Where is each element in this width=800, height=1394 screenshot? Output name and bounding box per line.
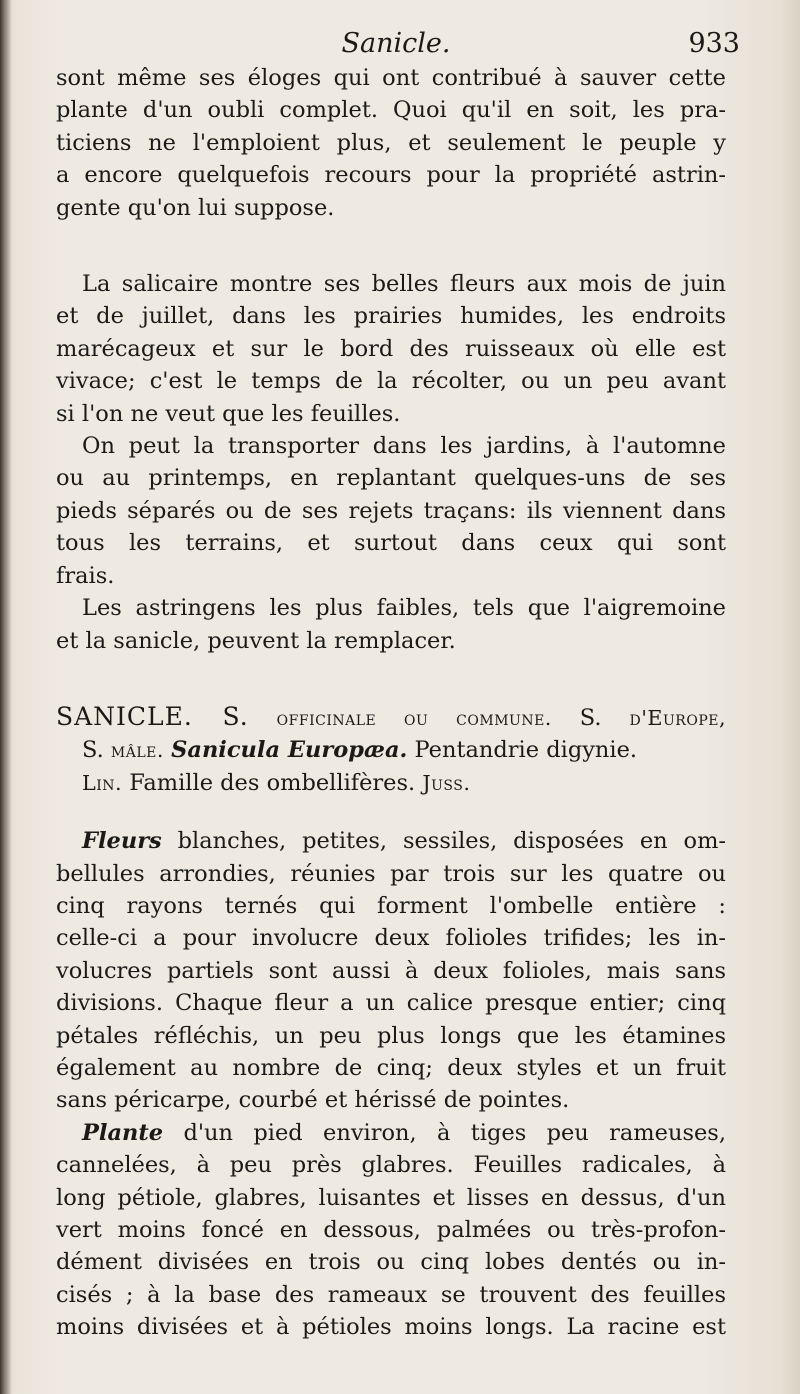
running-head [56, 24, 740, 64]
family: Famille des ombellifères. [129, 769, 416, 796]
text-line: sont même ses éloges qui ont contribué à sauver cette [56, 65, 726, 91]
fleurs-paragraph [56, 825, 726, 1117]
body-text [56, 62, 726, 1344]
entry-line-2 [56, 734, 726, 766]
entry-synonym: mâle. [110, 738, 164, 763]
entry-line-3 [56, 767, 726, 799]
entry-abbrev: S. [579, 704, 602, 731]
text-line: pieds séparés ou de ses rejets traçans: ils viennent dans [56, 497, 726, 524]
text-line: sans péricarpe, courbé et hérissé de pointes. [56, 1087, 570, 1114]
text-line: et de juillet, dans les prairies humides, les endroits [56, 303, 726, 330]
author-abbrev: Lin. [82, 770, 123, 795]
text-line: plante d'un oubli complet. Quoi qu'il en soit, les pra- [56, 97, 726, 124]
text-line: si l'on ne veut que les feuilles. [56, 400, 401, 427]
paragraph-4 [56, 592, 726, 657]
text-line: frais. [56, 562, 115, 589]
text-line [56, 825, 726, 857]
paragraph-1 [56, 62, 726, 224]
text-line: vivace; c'est le temps de la récolter, ou un peu avant [56, 368, 726, 395]
text-line: ou au printemps, en replantant quelques-uns de ses [56, 465, 726, 492]
text-line [56, 1117, 726, 1149]
binding-shadow [0, 0, 12, 1394]
running-title: Sanicle. [341, 28, 451, 59]
text-line: moins divisées et à pétioles moins longs. La racine est [56, 1314, 726, 1341]
text-line: également au nombre de cinq; deux styles et un fruit [56, 1054, 726, 1081]
text-line: volucres partiels sont aussi à deux folioles, mais sans [56, 957, 726, 984]
text-line: Les astringens les plus faibles, tels que l'aigremoine [82, 595, 726, 622]
paragraph-3 [56, 430, 726, 592]
text-line: On peut la transporter dans les jardins, à l'automne [82, 433, 726, 460]
author-abbrev: Juss. [422, 770, 471, 795]
entry-synonym: d'Europe, [629, 705, 727, 730]
text-line: vert moins foncé en dessous, palmées ou très-profon- [56, 1217, 726, 1243]
text-line: divisions. Chaque fleur a un calice presque entier; cinq [56, 990, 726, 1017]
latin-name: Sanicula Europæa. [171, 737, 408, 764]
text-line: cinq rayons ternés qui forment l'ombelle entière : [56, 892, 726, 919]
text-line: long pétiole, glabres, luisantes et lisses en dessus, d'un [56, 1184, 726, 1211]
text-line: gente qu'on lui suppose. [56, 194, 335, 221]
text-line: dément divisées en trois ou cinq lobes dentés ou in- [56, 1249, 726, 1276]
text-line: pétales réfléchis, un peu plus longs que les étamines [56, 1022, 726, 1049]
text-line: tous les terrains, et surtout dans ceux qui sont [56, 530, 726, 557]
text-line: cannelées, à peu près glabres. Feuilles radicales, à [56, 1152, 726, 1179]
text-line: a encore quelquefois recours pour la propriété astrin- [56, 162, 726, 189]
text-fragment: blanches, petites, sessiles, disposées en om- [177, 828, 727, 855]
paragraph-2 [56, 268, 726, 430]
entry-line-1 [56, 701, 726, 734]
text-line: marécageux et sur le bord des ruisseaux où elle est [56, 335, 726, 362]
section-label: Fleurs [82, 828, 162, 855]
entry-name: SANICLE. S. [56, 701, 249, 731]
text-line: bellules arrondies, réunies par trois sur les quatre ou [56, 860, 726, 887]
entry-abbrev: S. [82, 737, 104, 764]
classification: Pentandrie digynie. [414, 737, 638, 764]
text-line: celle-ci a pour involucre deux folioles trifides; les in- [56, 925, 726, 952]
text-line: ticiens ne l'emploient plus, et seulement le peuple y [56, 129, 726, 156]
page-number: 933 [688, 28, 740, 59]
section-label: Plante [82, 1119, 164, 1146]
plante-paragraph [56, 1117, 726, 1344]
text-fragment: d'un pied environ, à tiges peu rameuses, [183, 1119, 726, 1146]
text-line: La salicaire montre ses belles fleurs aux mois de juin [82, 271, 726, 298]
sanicle-entry-heading [56, 701, 726, 799]
text-line: cisés ; à la base des rameaux se trouvent des feuilles [56, 1281, 726, 1308]
entry-synonym: officinale ou commune. [276, 705, 552, 730]
text-line: et la sanicle, peuvent la remplacer. [56, 627, 456, 654]
